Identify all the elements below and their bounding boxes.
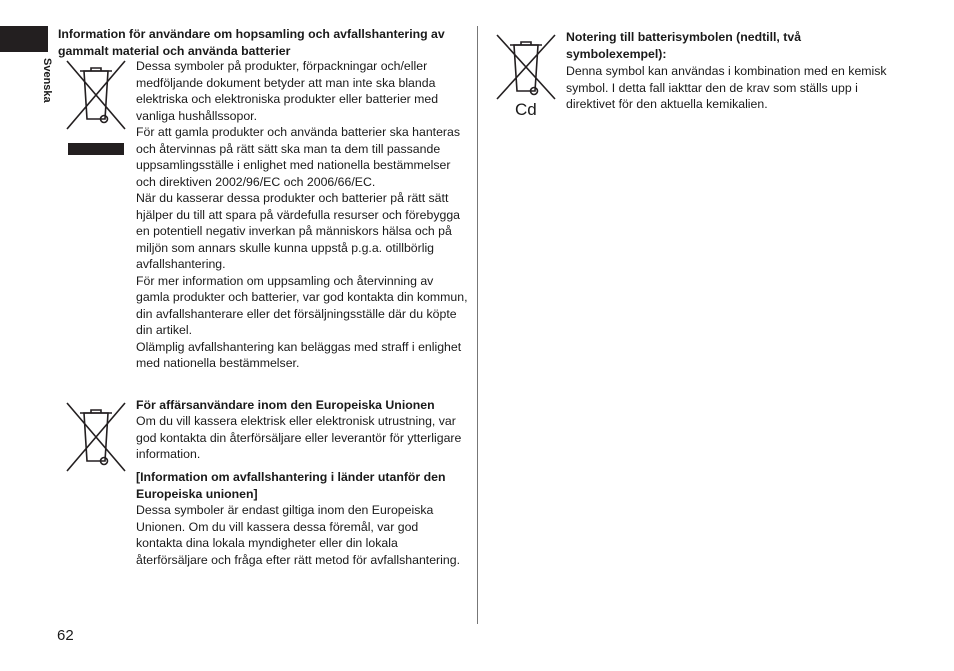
paragraph: För att gamla produkter och använda batterier ska hanteras och återvinnas på rätt sätt ska man ta dem till passande uppsamlingsställe i enlighet med nationella bestämmelser och direktiven 2002/96/EC och 2006/66/EC. [136, 125, 461, 189]
waste-symbol-underline-bar [68, 143, 124, 155]
section-body-collection-disposal [136, 58, 468, 372]
paragraph: Dessa symboler på produkter, förpackningar och/eller medföljande dokument betyder att man inte ska blanda elektriska och elektroniska produkter eller batterier med vanliga hushållssopor. [136, 59, 439, 123]
section-body-business-users [136, 413, 468, 463]
page-number: 62 [57, 627, 74, 644]
section-heading-battery-symbol-note: Notering till batterisymbolen (nedtill, två symbolexempel): [566, 30, 802, 61]
crossed-out-wheelie-bin-icon [64, 58, 128, 132]
paragraph: När du kasserar dessa produkter och batterier på rätt sätt hjälper du till att spara på värdefulla resurser och förebygga en potentiell negativ inverkan på människors hälsa och på miljön som annars skulle kunna uppstå p.g.a. otillbörlig avfallshantering. [136, 191, 461, 271]
column-divider [477, 26, 478, 624]
paragraph: Denna symbol kan användas i kombination med en kemisk symbol. I detta fall iakttar den de krav som ställs upp i direktivet för den aktuella kemikalien. [566, 64, 887, 111]
paragraph: Olämplig avfallshantering kan beläggas med straff i enlighet med nationella bestämmelser. [136, 339, 462, 370]
section-body-outside-eu [136, 502, 468, 568]
section-heading-outside-eu: [Information om avfallshantering i länder utanför den Europeiska unionen] [136, 470, 446, 501]
crossed-out-wheelie-bin-icon [494, 32, 558, 102]
chemical-symbol-label: Cd [515, 100, 537, 119]
crossed-out-wheelie-bin-icon [64, 400, 128, 474]
section-heading-business-users: För affärsanvändare inom den Europeiska Unionen [136, 398, 435, 412]
language-label: Svenska [41, 58, 53, 103]
section-body-battery-symbol-note [566, 63, 901, 113]
language-tab-marker [0, 26, 48, 52]
paragraph: Om du vill kassera elektrisk eller elektronisk utrustning, var god kontakta din återförsäljare eller leverantör för ytterligare information. [136, 414, 462, 461]
paragraph: För mer information om uppsamling och återvinning av gamla produkter och batterier, var god kontakta din kommun, din avfallshanterare eller det försäljningsställe där du köpte din artikel. [136, 273, 468, 337]
paragraph: Dessa symboler är endast giltiga inom den Europeiska Unionen. Om du vill kassera dessa föremål, var god kontakta dina lokala myndigheter eller din lokala återförsäljare och fråga efter rätt metod för avfallshantering. [136, 503, 460, 567]
section-heading-collection-disposal: Information för användare om hopsamling och avfallshantering av gammalt material och använda batterier [58, 27, 445, 58]
